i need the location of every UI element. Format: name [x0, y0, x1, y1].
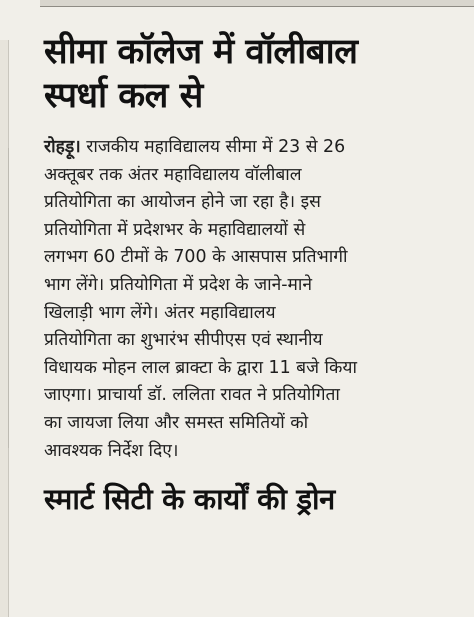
article-body-line-12: आवश्यक निर्देश दिए। — [44, 440, 179, 461]
article-body — [44, 134, 454, 465]
article-body-line-8: प्रतियोगिता का शुभारंभ सीपीएस एवं स्थानीय — [44, 330, 323, 351]
article-headline — [44, 30, 454, 118]
article-headline-line-2: स्पर्धा कल से — [44, 76, 203, 116]
article-body-line-7: खिलाड़ी भाग लेंगे। अंतर महाविद्यालय — [44, 302, 276, 323]
article-body-line-4: प्रतियोगिता में प्रदेशभर के महाविद्यालयों से — [44, 219, 306, 240]
news-column — [44, 30, 454, 519]
left-edge-line — [8, 148, 9, 448]
article-body-line-3: प्रतियोगिता का आयोजन होने जा रहा है। इस — [44, 192, 321, 213]
next-article-headline: स्मार्ट सिटी के कार्यों की ड्रोन — [44, 482, 335, 517]
article-body-line — [44, 134, 454, 162]
article-body-line-5: लगभग 60 टीमों के 700 के आसपास प्रतिभागी — [44, 247, 348, 268]
article-body-line-11: का जायजा लिया और समस्त समितियों को — [44, 412, 309, 433]
article-body-line-9: विधायक मोहन लाल ब्राक्टा के द्वारा 11 बजे किया — [44, 357, 357, 378]
article-body-line-1: राजकीय महाविद्यालय सीमा में 23 से 26 — [86, 137, 346, 157]
article-body-line-6: भाग लेंगे। प्रतियोगिता में प्रदेश के जाने-माने — [44, 274, 313, 295]
top-column-rule — [40, 0, 474, 7]
article-body-line-2: अक्तूबर तक अंतर महाविद्यालय वॉलीबाल — [44, 164, 302, 185]
article-headline-line-1: सीमा कॉलेज में वॉलीबाल — [44, 32, 358, 72]
article-body-line-10: जाएगा। प्राचार्या डॉ. ललिता रावत ने प्रतियोगिता — [44, 385, 340, 406]
article-dateline: रोहड़ू। — [44, 137, 81, 157]
